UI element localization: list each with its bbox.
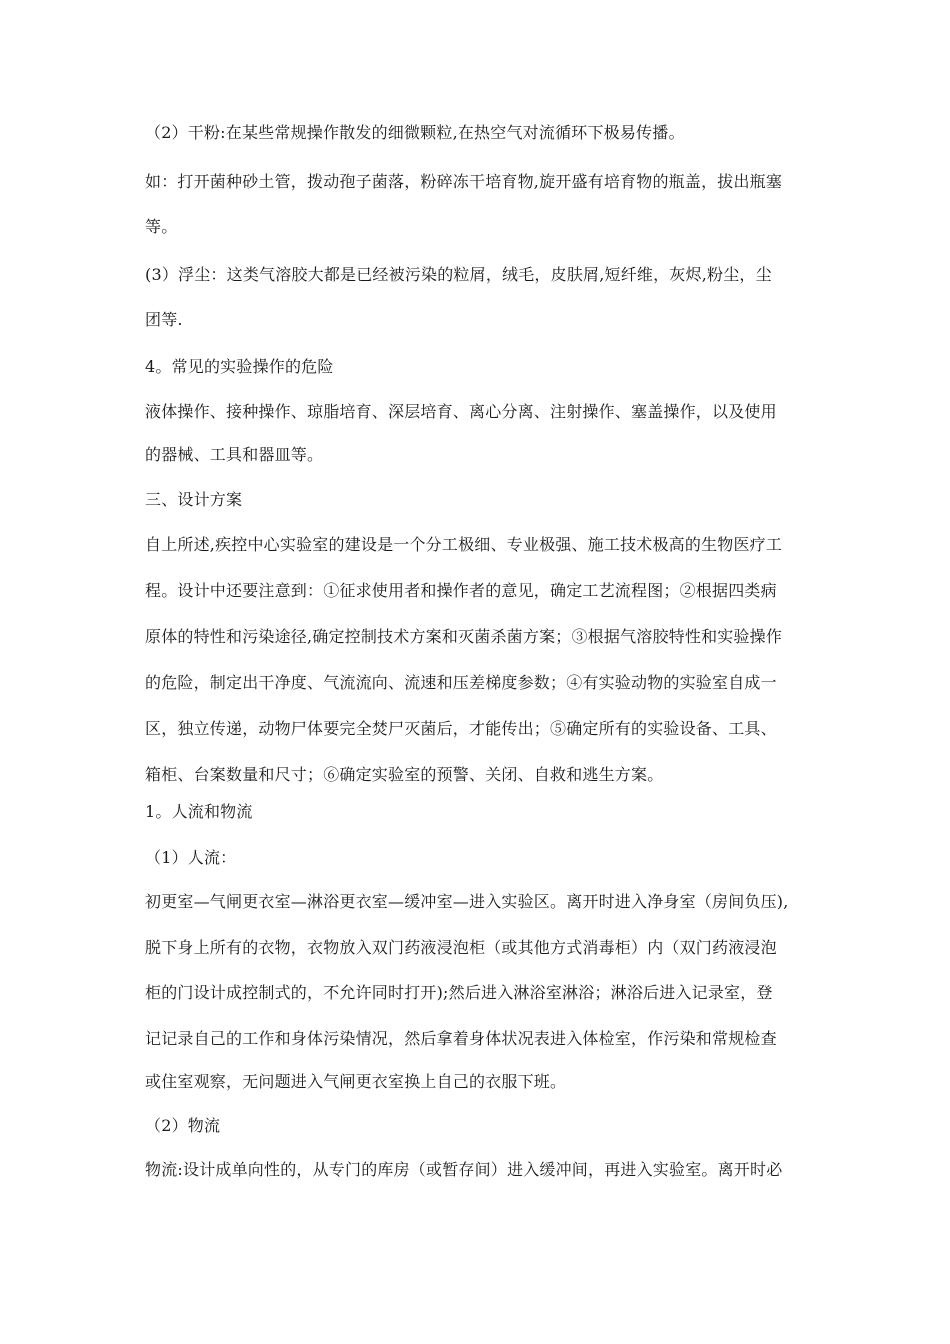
heading-material-flow: （2）物流: [145, 1116, 221, 1135]
paragraph-dry-powder: （2）干粉:在某些常规操作散发的细微颗粒,在热空气对流循环下极易传播。: [145, 123, 685, 142]
heading-operation-hazards: 4。常见的实验操作的危险: [145, 357, 334, 376]
paragraph-people-flow-4: 记记录自己的工作和身体污染情况，然后拿着身体状况表进入体检室，作污染和常规检查: [145, 1029, 777, 1048]
paragraph-floating-dust-end: 团等.: [145, 310, 183, 329]
paragraph-people-flow-5: 或住室观察，无问题进入气闸更衣室换上自己的衣服下班。: [145, 1072, 567, 1091]
paragraph-dry-powder-examples: 如：打开菌种砂土管，拨动孢子菌落，粉碎冻干培育物,旋开盛有培育物的瓶盖，拔出瓶塞: [145, 172, 783, 191]
paragraph-people-flow-1: 初更室—气闸更衣室—淋浴更衣室—缓冲室—进入实验区。离开时进入净身室（房间负压),: [145, 892, 789, 911]
paragraph-material-flow: 物流:设计成单向性的，从专门的库房（或暂存间）进入缓冲间，再进入实验室。离开时必: [145, 1160, 783, 1179]
paragraph-floating-dust: (3）浮尘：这类气溶胶大都是已经被污染的粒屑，绒毛，皮肤屑,短纤维，灰烬,粉尘，尘: [145, 265, 772, 284]
heading-people-flow: （1）人流：: [145, 848, 237, 867]
paragraph-design-plan-5: 区，独立传递，动物尸体要完全焚尸灭菌后，才能传出；⑤确定所有的实验设备、工具、: [145, 719, 777, 738]
paragraph-design-plan-6: 箱柜、台案数量和尺寸；⑥确定实验室的预警、关闭、自救和逃生方案。: [145, 765, 664, 784]
paragraph-design-plan-1: 自上所述,疾控中心实验室的建设是一个分工极细、专业极强、施工技术极高的生物医疗工: [145, 535, 783, 554]
paragraph-people-flow-3: 柜的门设计成控制式的，不允许同时打开);然后进入淋浴室淋浴；淋浴后进入记录室，登: [145, 983, 773, 1002]
heading-people-material-flow: 1。人流和物流: [145, 802, 253, 821]
paragraph-design-plan-3: 原体的特性和污染途径,确定控制技术方案和灭菌杀菌方案；③根据气溶胶特性和实验操作: [145, 627, 783, 646]
paragraph-design-plan-2: 程。设计中还要注意到：①征求使用者和操作者的意见，确定工艺流程图；②根据四类病: [145, 581, 777, 600]
heading-design-plan: 三、设计方案: [145, 490, 243, 509]
paragraph-dry-powder-examples-end: 等。: [145, 217, 178, 236]
paragraph-design-plan-4: 的危险，制定出干净度、气流流向、流速和压差梯度参数；④有实验动物的实验室自成一: [145, 673, 777, 692]
paragraph-operation-hazards-end: 的器械、工具和器皿等。: [145, 445, 324, 464]
paragraph-people-flow-2: 脱下身上所有的衣物，衣物放入双门药液浸泡柜（或其他方式消毒柜）内（双门药液浸泡: [145, 938, 777, 957]
paragraph-operation-hazards: 液体操作、接种操作、琼脂培育、深层培育、离心分离、注射操作、塞盖操作，以及使用: [145, 402, 777, 421]
